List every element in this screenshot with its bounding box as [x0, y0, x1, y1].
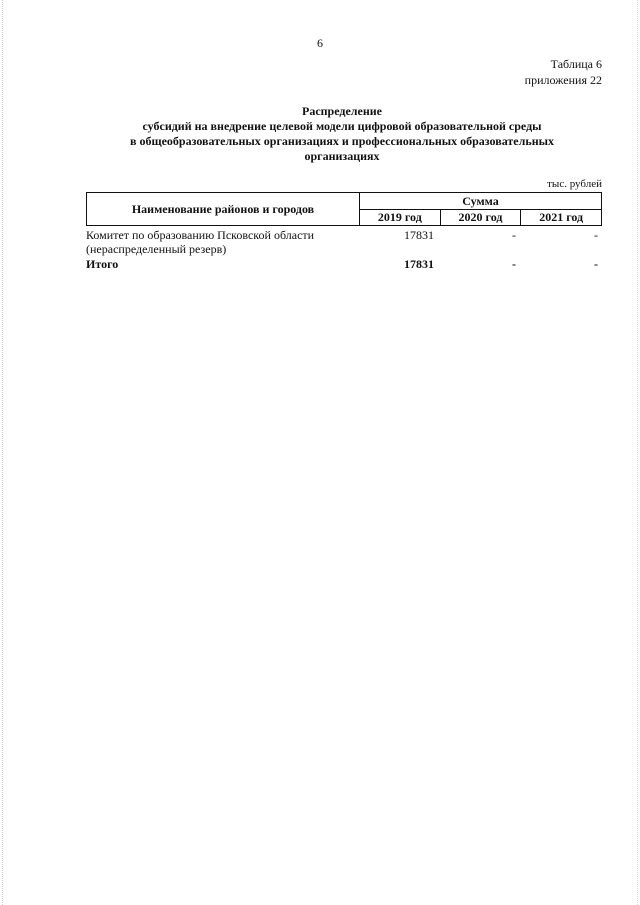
document-title — [80, 104, 604, 164]
title-line4: организациях — [304, 149, 380, 163]
header-year-2021: 2021 год — [521, 209, 602, 226]
total-label: Итого — [86, 257, 119, 271]
title-line3: в общеобразовательных организациях и профессиональных образовательных — [129, 134, 554, 148]
total-value-2020: - — [512, 257, 516, 271]
scan-edge-right — [637, 0, 638, 905]
table-reference-line1: Таблица 6 — [550, 57, 602, 71]
row-name-line1: Комитет по образованию Псковской области — [86, 228, 315, 242]
row-value-2019: 17831 — [404, 228, 435, 242]
table-reference — [525, 56, 602, 88]
header-name: Наименование районов и городов — [87, 193, 360, 226]
total-row — [86, 256, 602, 271]
page-number: 6 — [317, 36, 323, 50]
row-name — [86, 228, 353, 256]
table-body — [86, 228, 602, 271]
total-value-2021: - — [594, 257, 598, 271]
header-year-2019: 2019 год — [360, 209, 441, 226]
title-line2: субсидий на внедрение целевой модели цифровой образовательной среды — [142, 119, 542, 133]
table-reference-line2: приложения 22 — [524, 73, 602, 87]
row-value-2021: - — [594, 228, 598, 242]
row-name-line2: (нераспределенный резерв) — [86, 242, 227, 256]
table-header — [86, 192, 602, 226]
scan-edge-left — [2, 0, 3, 905]
header-sum: Сумма — [360, 193, 602, 210]
header-year-2020: 2020 год — [440, 209, 521, 226]
table-row — [86, 228, 602, 256]
row-value-2020: - — [512, 228, 516, 242]
title-line1: Распределение — [301, 104, 383, 118]
units-label: тыс. рублей — [547, 178, 602, 190]
total-value-2019: 17831 — [404, 257, 435, 271]
